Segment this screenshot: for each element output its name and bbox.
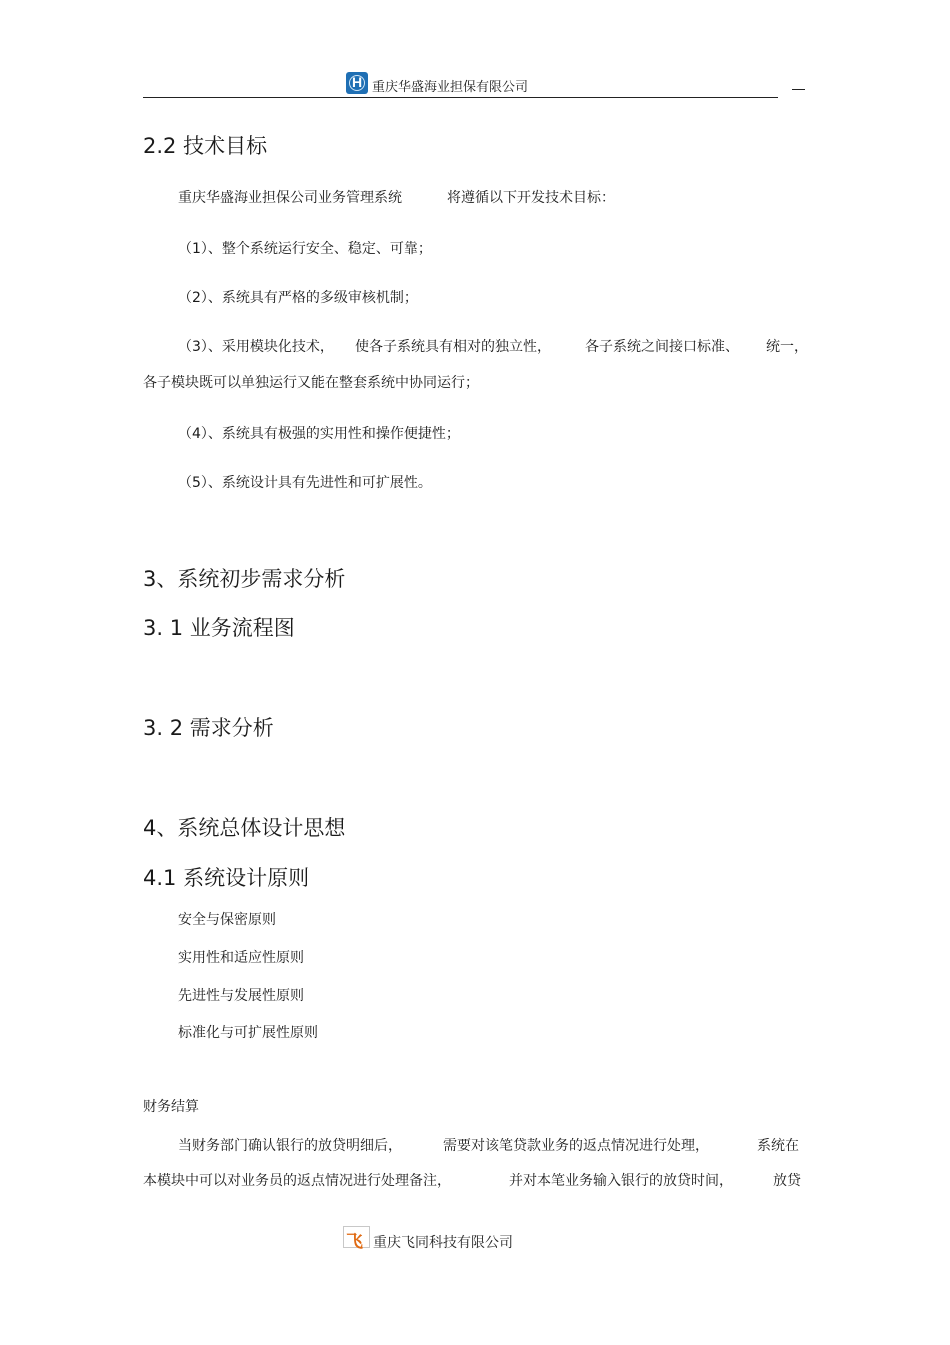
goal-item-3-part-d: 统一， [766,339,808,355]
section-2-2-intro: 重庆华盛海业担保公司业务管理系统 [178,190,402,206]
principle-item: 先进性与发展性原则 [178,988,304,1004]
header-company-name: 重庆华盛海业担保有限公司 [372,80,529,95]
header-divider [143,97,778,98]
goal-item-1: （1）、整个系统运行安全、稳定、可靠； [178,241,432,257]
section-3-1-heading: 3. 1 业务流程图 [143,616,295,640]
section-2-2-heading: 2.2 技术目标 [143,134,268,158]
goal-item-3-line-2: 各子模块既可以单独运行又能在整套系统中协同运行； [143,375,479,391]
finance-label: 财务结算 [143,1099,199,1115]
goal-item-5: （5）、系统设计具有先进性和可扩展性。 [178,475,432,491]
goal-item-3-part-b: 使各子系统具有相对的独立性， [355,339,551,355]
principle-item: 安全与保密原则 [178,912,276,928]
goal-item-3-part-c: 各子系统之间接口标准、 [585,339,739,355]
principle-item: 实用性和适应性原则 [178,950,304,966]
header-dash [792,89,805,90]
goal-item-3-part-a: （3）、采用模块化技术， [178,339,334,355]
goal-item-2: （2）、系统具有严格的多级审核机制； [178,290,418,306]
finance-line-2-part-c: 放贷 [773,1173,801,1189]
finance-line-2-part-a: 本模块中可以对业务员的返点情况进行处理备注， [143,1173,451,1189]
footer-logo-icon: 飞 [343,1226,370,1248]
finance-line-2-part-b: 并对本笔业务输入银行的放贷时间， [509,1173,733,1189]
section-4-1-heading: 4.1 系统设计原则 [143,866,310,890]
section-2-2-intro-tail: 将遵循以下开发技术目标： [447,190,615,206]
finance-line-1-part-a: 当财务部门确认银行的放贷明细后， [178,1138,402,1154]
footer-company-name: 重庆飞同科技有限公司 [373,1235,513,1251]
finance-line-1-part-c: 系统在 [757,1138,799,1154]
company-logo-icon: H [346,72,368,94]
principle-item: 标准化与可扩展性原则 [178,1025,318,1041]
goal-item-4: （4）、系统具有极强的实用性和操作便捷性； [178,426,460,442]
section-4-heading: 4、系统总体设计思想 [143,816,346,840]
section-3-2-heading: 3. 2 需求分析 [143,716,274,740]
finance-line-1-part-b: 需要对该笔贷款业务的返点情况进行处理， [443,1138,709,1154]
section-3-heading: 3、系统初步需求分析 [143,567,346,591]
